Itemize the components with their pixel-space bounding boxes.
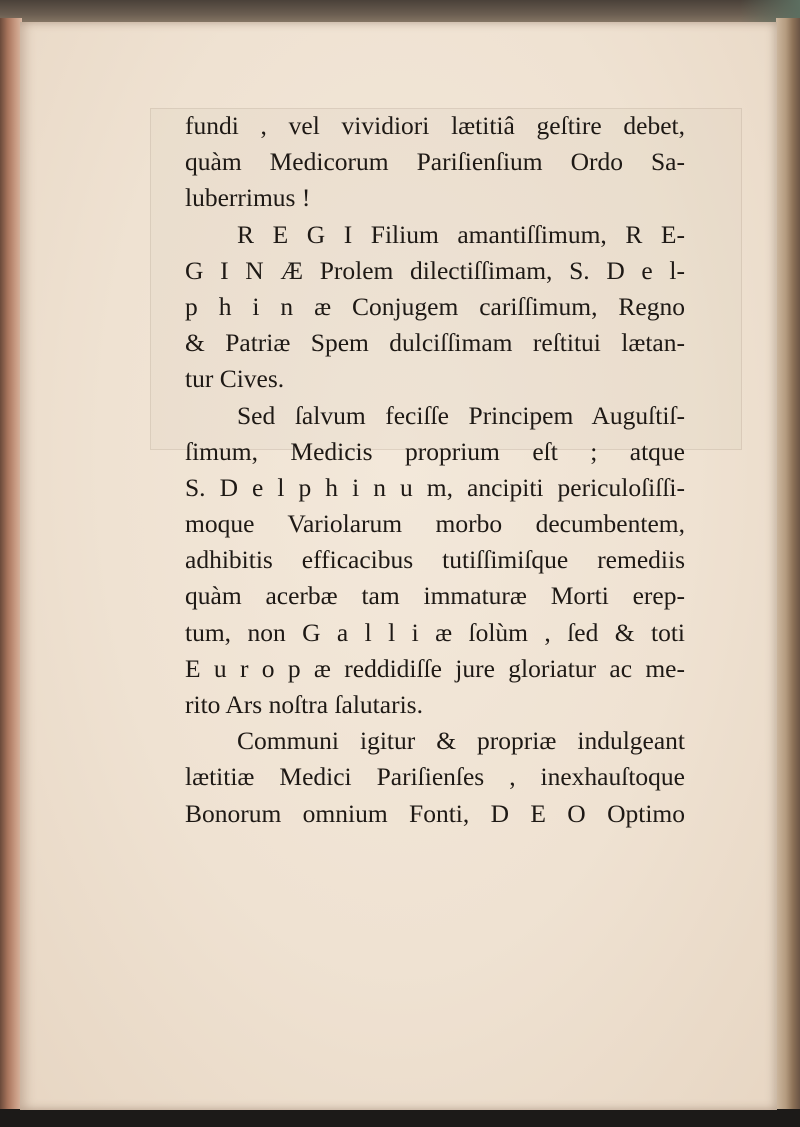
text-line: Sed ſalvum feciſſe Principem Auguſtiſ- — [237, 400, 685, 430]
text-line: ſimum, Medicis proprium eſt ; atque — [185, 436, 685, 466]
book-bottom-edge — [0, 1109, 800, 1127]
page-text — [185, 108, 685, 832]
book-top-edge — [0, 0, 800, 24]
text-line: adhibitis efficacibus tutiſſimiſque remediis — [185, 545, 685, 575]
text-line: E u r o p æ reddidiſſe jure gloriatur ac me- — [185, 653, 685, 683]
text-line: quàm Medicorum Pariſienſium Ordo Sa- — [185, 147, 685, 177]
text-line: G I N Æ Prolem dilectiſſimam, S. D e l- — [185, 255, 685, 285]
book-left-edge — [0, 18, 22, 1110]
text-line: Bonorum omnium Fonti, D E O Optimo — [185, 798, 685, 828]
text-line: R E G I Filium amantiſſimum, R E- — [237, 219, 685, 249]
text-line: Communi igitur & propriæ indulgeant — [237, 726, 685, 756]
text-line: & Patriæ Spem dulciſſimam reſtitui lætan- — [185, 328, 685, 358]
text-line: tur Cives. — [185, 364, 285, 394]
text-line: rito Ars noſtra ſalutaris. — [185, 690, 423, 719]
text-line: tum, non G a l l i æ ſolùm , ſed & toti — [185, 617, 685, 647]
text-line: luberrimus ! — [185, 183, 311, 213]
text-line: fundi , vel vividiori lætitiâ geſtire debet, — [185, 111, 685, 140]
text-line: lætitiæ Medici Pariſienſes , inexhauſtoque — [185, 762, 685, 792]
book-right-edge — [776, 18, 800, 1110]
text-line: moque Variolarum morbo decumbentem, — [185, 509, 685, 539]
text-line: p h i n æ Conjugem cariſſimum, Regno — [185, 291, 685, 321]
text-line: S. D e l p h i n u m, ancipiti periculoſiſſi- — [185, 472, 685, 502]
text-line: quàm acerbæ tam immaturæ Morti erep- — [185, 581, 685, 611]
